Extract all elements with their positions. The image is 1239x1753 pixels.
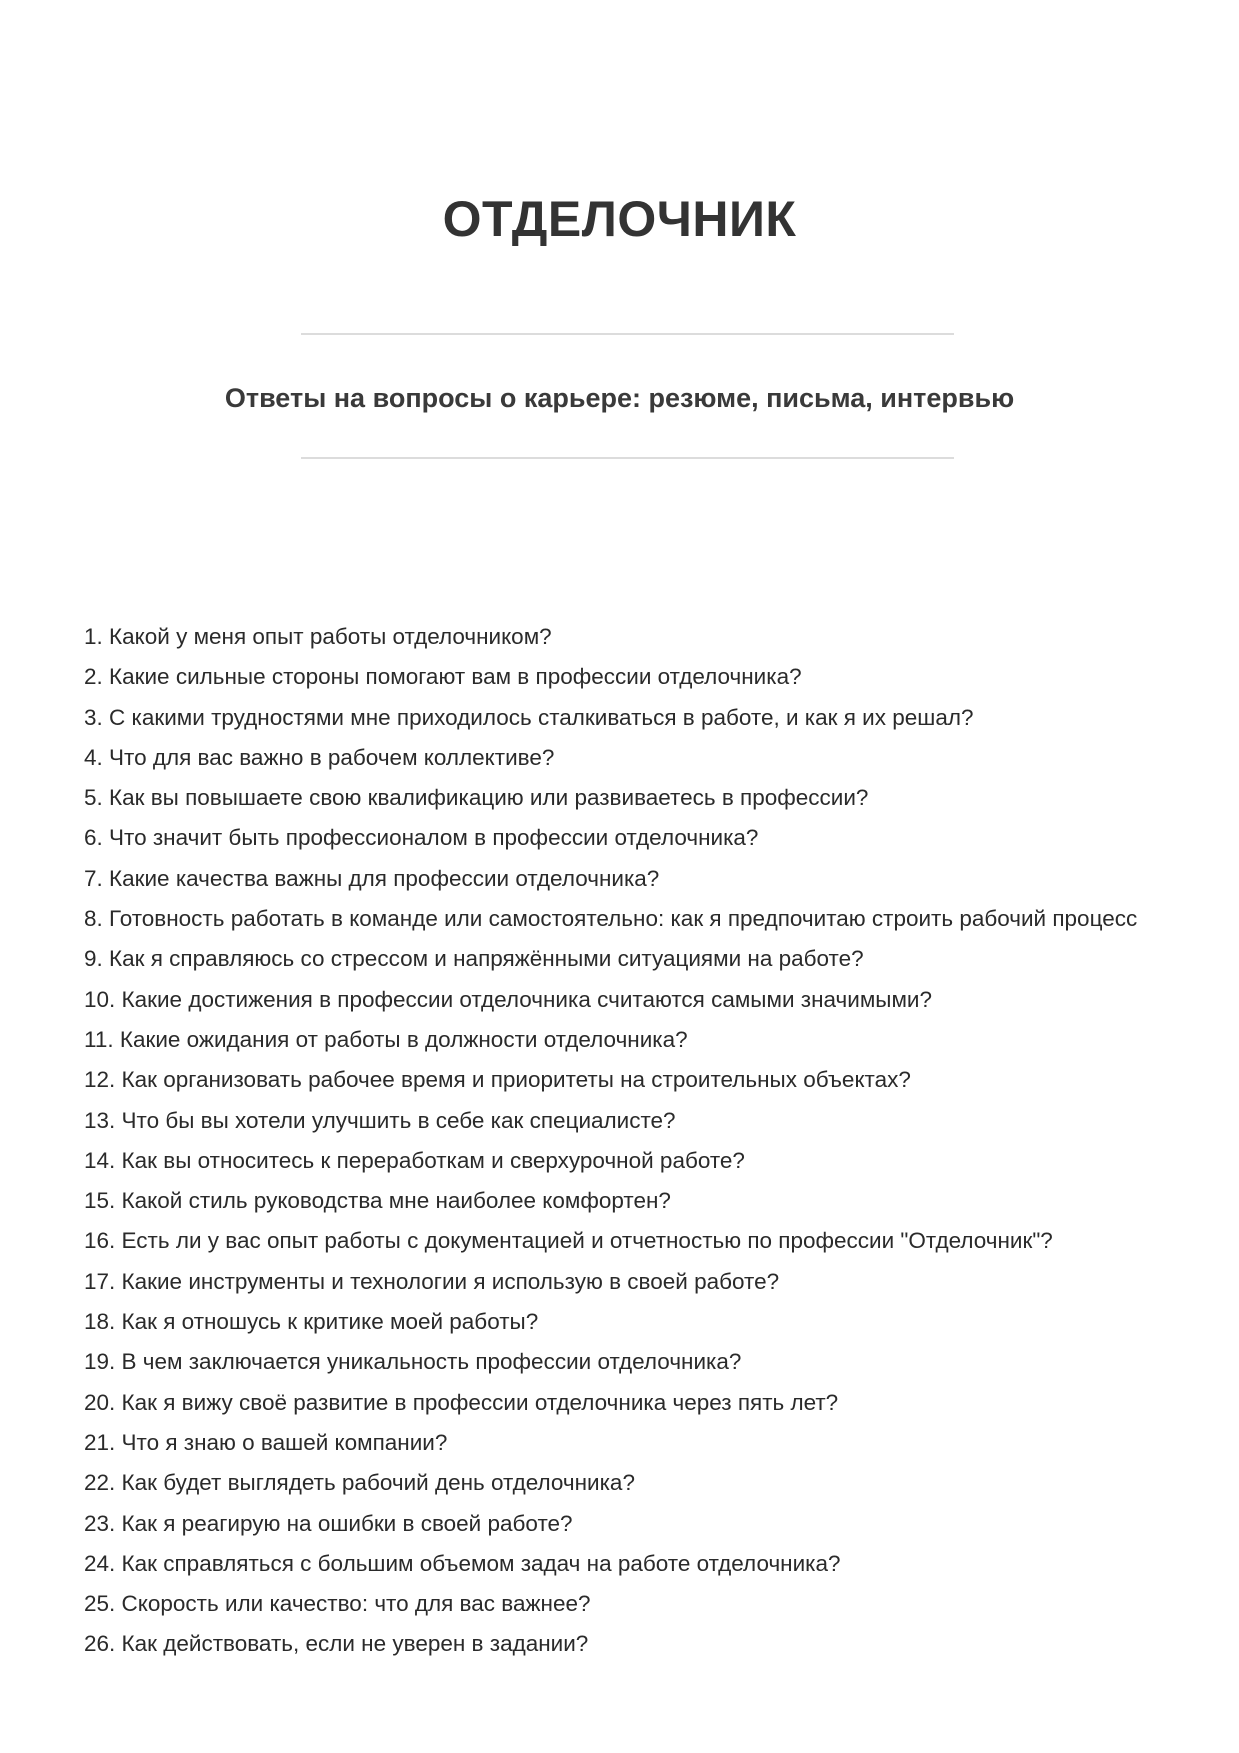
question-item: 8. Готовность работать в команде или самостоятельно: как я предпочитаю строить рабочий процесс [84,906,1138,932]
question-item: 12. Как организовать рабочее время и приоритеты на строительных объектах? [84,1067,911,1093]
question-item: 19. В чем заключается уникальность профессии отделочника? [84,1349,742,1375]
page-subtitle: Ответы на вопросы о карьере: резюме, письма, интервью [224,383,1015,413]
question-item: 7. Какие качества важны для профессии отделочника? [84,865,660,891]
question-item: 25. Скорость или качество: что для вас важнее? [84,1591,591,1617]
question-item: 11. Какие ожидания от работы в должности отделочника? [84,1026,688,1052]
divider-bottom [301,457,954,459]
question-item: 2. Какие сильные стороны помогают вам в профессии отделочника? [84,664,802,690]
question-item: 26. Как действовать, если не уверен в задании? [84,1631,589,1657]
question-item: 24. Как справляться с большим объемом задач на работе отделочника? [84,1550,841,1576]
question-item: 6. Что значит быть профессионалом в профессии отделочника? [84,825,759,851]
question-item: 13. Что бы вы хотели улучшить в себе как специалисте? [84,1107,676,1133]
question-item: 1. Какой у меня опыт работы отделочником? [84,624,552,649]
questions-list [84,617,1164,1665]
question-item: 21. Что я знаю о вашей компании? [84,1429,448,1455]
question-item: 16. Есть ли у вас опыт работы с документацией и отчетностью по профессии "Отделочник"? [84,1228,1053,1254]
question-item: 15. Какой стиль руководства мне наиболее комфортен? [84,1188,671,1214]
question-item: 4. Что для вас важно в рабочем коллективе? [84,744,555,770]
question-item: 17. Какие инструменты и технологии я использую в своей работе? [84,1268,780,1294]
page-title: ОТДЕЛОЧНИК [442,191,797,247]
question-item: 3. С какими трудностями мне приходилось сталкиваться в работе, и как я их решал? [84,704,974,730]
divider-top [301,333,954,335]
question-item: 18. Как я отношусь к критике моей работы? [84,1309,539,1335]
question-item: 22. Как будет выглядеть рабочий день отделочника? [84,1470,635,1496]
question-item: 10. Какие достижения в профессии отделочника считаются самыми значимыми? [84,986,933,1012]
question-item: 20. Как я вижу своё развитие в профессии отделочника через пять лет? [84,1389,839,1415]
question-item: 14. Как вы относитесь к переработкам и сверхурочной работе? [84,1147,745,1173]
question-item: 9. Как я справляюсь со стрессом и напряжёнными ситуациями на работе? [84,946,864,972]
question-item: 5. Как вы повышаете свою квалификацию или развиваетесь в профессии? [84,785,869,811]
question-item: 23. Как я реагирую на ошибки в своей работе? [84,1510,573,1536]
